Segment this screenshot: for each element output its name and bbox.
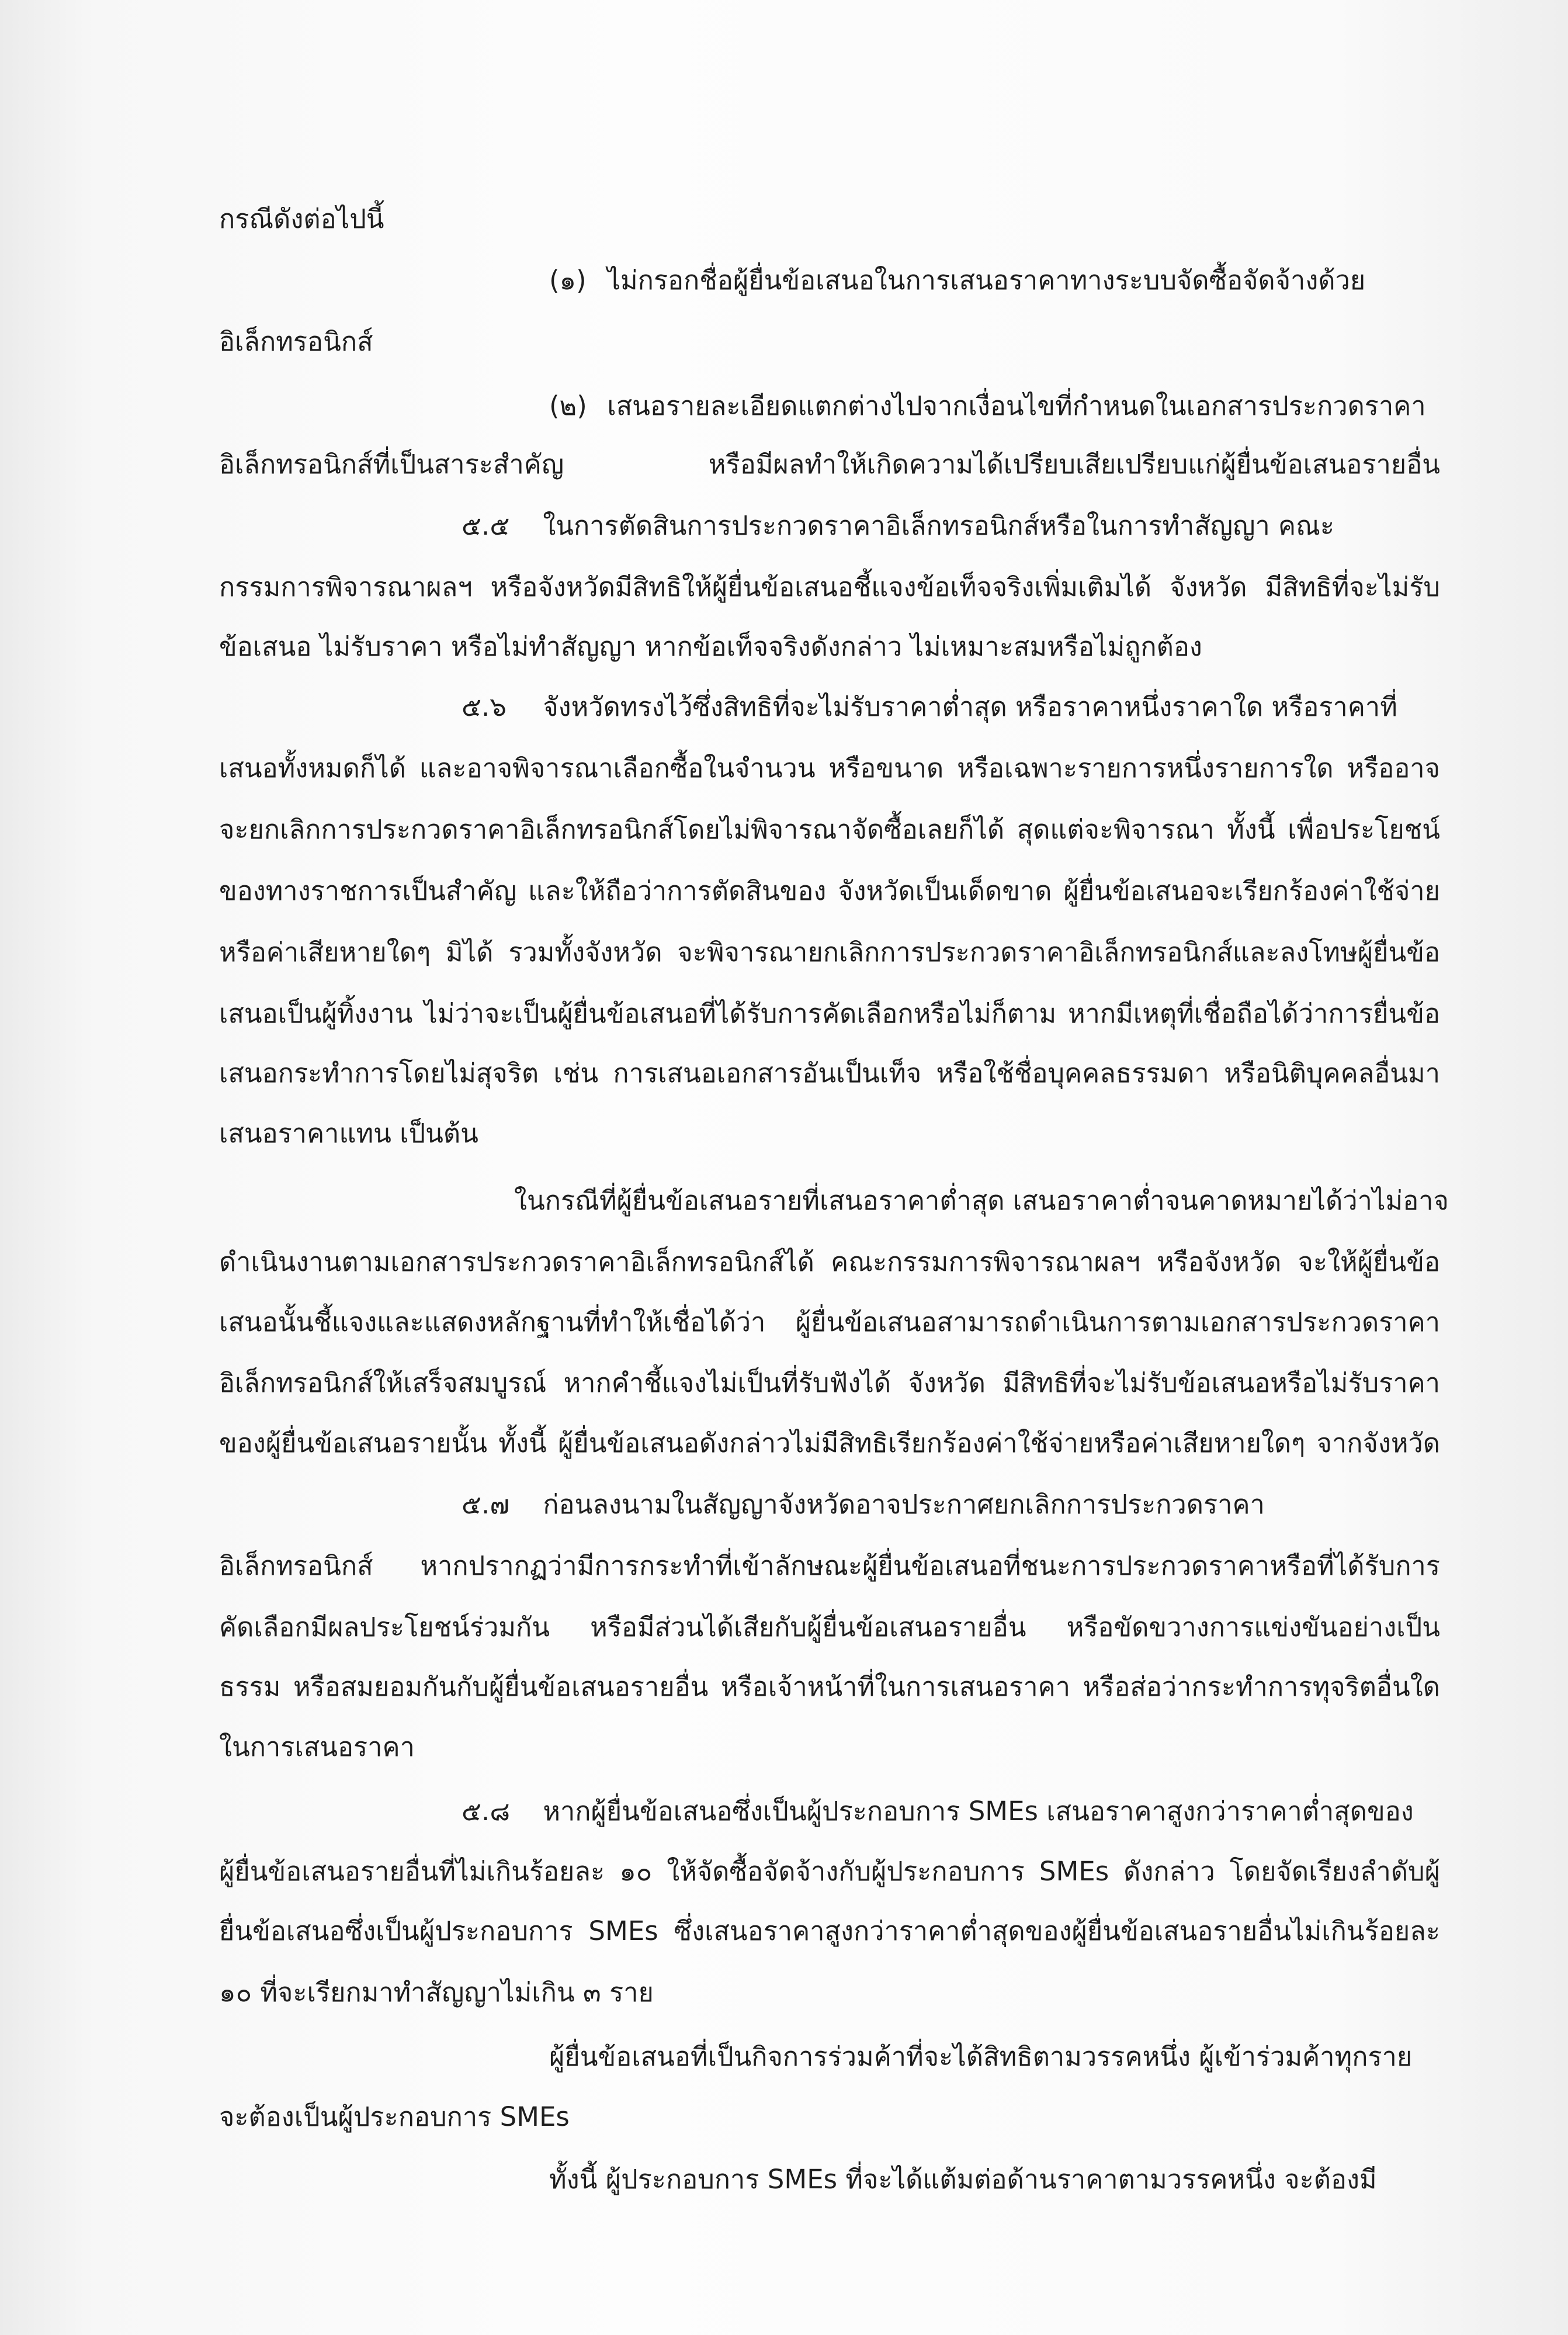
text-line — [219, 1110, 478, 1157]
line-text: ทั้งนี้ ผู้ประกอบการ SMEs ที่จะได้แต้มต่อด้านราคาตามวรรคหนึ่ง จะต้องมี — [549, 2164, 1377, 2195]
line-text: เสนอรายละเอียดแตกต่างไปจากเงื่อนไขที่กำหนดในเอกสารประกวดราคา — [607, 390, 1426, 421]
clause-number: ๕.๕ — [462, 510, 510, 541]
text-line: ของทางราชการเป็นสำคัญ และให้ถือว่าการตัดสินของ จังหวัดเป็นเด็ดขาด ผู้ยื่นข้อเสนอจะเรียกร้องค่าใช้จ่าย — [219, 875, 1440, 906]
text-line: คัดเลือกมีผลประโยชน์ร่วมกัน หรือมีส่วนได้เสียกับผู้ยื่นข้อเสนอรายอื่น หรือขัดขวางการแข่งขันอย่างเป็น — [219, 1612, 1440, 1643]
clause-heading — [462, 1788, 1414, 1835]
text-line: ผู้ยื่นข้อเสนอรายอื่นที่ไม่เกินร้อยละ ๑๐ ให้จัดซื้อจัดจ้างกับผู้ประกอบการ SMEs ดังกล่าว โดยจัดเรียงลำดับผู้ — [219, 1856, 1440, 1887]
item-number: (๒) — [549, 390, 587, 421]
clause-number: ๕.๖ — [462, 691, 507, 722]
line-text: ๑๐ ที่จะเรียกมาทำสัญญาไม่เกิน ๓ ราย — [219, 1977, 654, 2008]
text-line: ธรรม หรือสมยอมกันกับผู้ยื่นข้อเสนอรายอื่น หรือเจ้าหน้าที่ในการเสนอราคา หรือส่อว่ากระทำการทุจริตอื่นใด — [219, 1671, 1440, 1702]
text-line: เสนอกระทำการโดยไม่สุจริต เช่น การเสนอเอกสารอันเป็นเท็จ หรือใช้ชื่อบุคคลธรรมดา หรือนิติบุคคลอื่นมา — [219, 1058, 1440, 1089]
clause-heading — [462, 684, 1397, 730]
text-line: หรือค่าเสียหายใดๆ มิได้ รวมทั้งจังหวัด จะพิจารณายกเลิกการประกวดราคาอิเล็กทรอนิกส์และลงโทษผู้ยื่นข้อ — [219, 937, 1440, 968]
text-line: เสนอเป็นผู้ทิ้งงาน ไม่ว่าจะเป็นผู้ยื่นข้อเสนอที่ได้รับการคัดเลือกหรือไม่ก็ตาม หากมีเหตุที่เชื่อถือได้ว่าการยื่นข้อ — [219, 998, 1440, 1029]
line-text: ไม่กรอกชื่อผู้ยื่นข้อเสนอในการเสนอราคาทางระบบจัดซื้อจัดจ้างด้วย — [607, 265, 1366, 296]
line-text: จะต้องเป็นผู้ประกอบการ SMEs — [219, 2101, 570, 2132]
line-text: หากผู้ยื่นข้อเสนอซึ่งเป็นผู้ประกอบการ SMEs เสนอราคาสูงกว่าราคาต่ำสุดของ — [543, 1796, 1414, 1827]
text-line — [549, 2156, 1377, 2203]
clause-number: ๕.๘ — [462, 1796, 511, 1827]
text-line: ดำเนินงานตามเอกสารประกวดราคาอิเล็กทรอนิกส์ได้ คณะกรรมการพิจารณาผลฯ หรือจังหวัด จะให้ผู้ยื่นข้อ — [219, 1246, 1440, 1277]
item-number: (๑) — [549, 265, 587, 296]
line-text: กรณีดังต่อไปนี้ — [219, 203, 384, 234]
text-line: อิเล็กทรอนิกส์ หากปรากฏว่ามีการกระทำที่เข้าลักษณะผู้ยื่นข้อเสนอที่ชนะการประกวดราคาหรือที่ได้รับการ — [219, 1550, 1440, 1581]
text-line: อิเล็กทรอนิกส์ที่เป็นสาระสำคัญ หรือมีผลทำให้เกิดความได้เปรียบเสียเปรียบแก่ผู้ยื่นข้อเสนอรายอื่น — [219, 449, 1440, 480]
text-line — [219, 2094, 570, 2140]
line-text: ผู้ยื่นข้อเสนอที่เป็นกิจการร่วมค้าที่จะได้สิทธิตามวรรคหนึ่ง ผู้เข้าร่วมค้าทุกราย — [549, 2041, 1413, 2072]
text-line — [514, 1177, 1449, 1224]
clause-heading — [462, 1481, 1265, 1528]
line-text: เสนอราคาแทน เป็นต้น — [219, 1118, 478, 1149]
text-line — [219, 1969, 654, 2016]
text-line: กรรมการพิจารณาผลฯ หรือจังหวัดมีสิทธิให้ผู้ยื่นข้อเสนอชี้แจงข้อเท็จจริงเพิ่มเติมได้ จังหวัด มีสิทธิที่จะไม่รับ — [219, 571, 1440, 602]
line-text: จังหวัดทรงไว้ซึ่งสิทธิที่จะไม่รับราคาต่ำสุด หรือราคาหนึ่งราคาใด หรือราคาที่ — [543, 691, 1397, 722]
list-item — [549, 383, 1426, 429]
clause-number: ๕.๗ — [462, 1489, 510, 1520]
text-line — [549, 2033, 1412, 2080]
text-line: เสนอทั้งหมดก็ได้ และอาจพิจารณาเลือกซื้อในจำนวน หรือขนาด หรือเฉพาะรายการหนึ่งรายการใด หรืออาจ — [219, 753, 1440, 784]
line-text: อิเล็กทรอนิกส์ — [219, 326, 373, 357]
text-line — [219, 623, 1202, 670]
line-text: ในกรณีที่ผู้ยื่นข้อเสนอรายที่เสนอราคาต่ำสุด เสนอราคาต่ำจนคาดหมายได้ว่าไม่อาจ — [514, 1185, 1449, 1216]
text-line: เสนอนั้นชี้แจงและแสดงหลักฐานที่ทำให้เชื่อได้ว่า ผู้ยื่นข้อเสนอสามารถดำเนินการตามเอกสารประกวดราคา — [219, 1307, 1440, 1338]
text-line: ยื่นข้อเสนอซึ่งเป็นผู้ประกอบการ SMEs ซึ่งเสนอราคาสูงกว่าราคาต่ำสุดของผู้ยื่นข้อเสนอรายอื่นไม่เกินร้อยละ — [219, 1915, 1440, 1946]
text-line — [219, 318, 373, 365]
line-text: ก่อนลงนามในสัญญาจังหวัดอาจประกาศยกเลิกการประกวดราคา — [543, 1489, 1265, 1520]
list-item — [549, 257, 1365, 304]
line-text: ในการตัดสินการประกวดราคาอิเล็กทรอนิกส์หรือในการทำสัญญา คณะ — [543, 510, 1335, 541]
line-text: ข้อเสนอ ไม่รับราคา หรือไม่ทำสัญญา หากข้อเท็จจริงดังกล่าว ไม่เหมาะสมหรือไม่ถูกต้อง — [219, 631, 1202, 662]
text-line — [219, 1724, 415, 1771]
line-text: ในการเสนอราคา — [219, 1731, 415, 1762]
clause-heading — [462, 503, 1334, 549]
text-line: จะยกเลิกการประกวดราคาอิเล็กทรอนิกส์โดยไม่พิจารณาจัดซื้อเลยก็ได้ สุดแต่จะพิจารณา ทั้งนี้ เพื่อประโยชน์ — [219, 814, 1440, 845]
text-line: ของผู้ยื่นข้อเสนอรายนั้น ทั้งนี้ ผู้ยื่นข้อเสนอดังกล่าวไม่มีสิทธิเรียกร้องค่าใช้จ่ายหรือค่าเสียหายใดๆ จากจังหวัด — [219, 1428, 1440, 1458]
text-line: อิเล็กทรอนิกส์ให้เสร็จสมบูรณ์ หากคำชี้แจงไม่เป็นที่รับฟังได้ จังหวัด มีสิทธิที่จะไม่รับข้อเสนอหรือไม่รับราคา — [219, 1367, 1440, 1398]
text-line — [219, 196, 384, 242]
